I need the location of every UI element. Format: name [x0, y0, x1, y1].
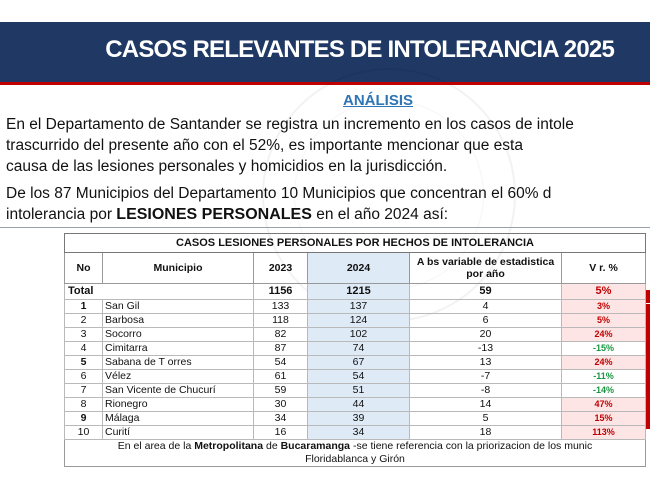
- value-2023: 59: [254, 384, 308, 398]
- value-2024: 67: [308, 356, 410, 370]
- value-2023: 118: [254, 314, 308, 328]
- paragraph-line: De los 87 Municipios del Departamento 10 Municipios que concentran el 60% d: [6, 185, 552, 202]
- row-number: 2: [65, 314, 103, 328]
- value-2023: 16: [254, 426, 308, 440]
- abs-variation: 4: [410, 300, 562, 314]
- rel-variation: 24%: [562, 328, 646, 342]
- value-2023: 61: [254, 370, 308, 384]
- col-header-2024: 2024: [308, 253, 410, 284]
- paragraph-line: [0, 204, 650, 225]
- municipio-cell: Cimitarra: [103, 342, 254, 356]
- footnote-text: -se tiene referencia con la priorizacion de los munic: [350, 440, 593, 452]
- abs-variation: -7: [410, 370, 562, 384]
- total-label: Total: [65, 284, 254, 300]
- paragraph-text: intolerancia por: [6, 206, 117, 223]
- total-abs: 59: [410, 284, 562, 300]
- row-number: 10: [65, 426, 103, 440]
- section-divider: [0, 227, 650, 228]
- top-band: [0, 0, 650, 22]
- rel-variation: 5%: [562, 314, 646, 328]
- edge-marker: [646, 290, 650, 303]
- footnote-text: En el area de la: [117, 440, 195, 452]
- table-row: [65, 356, 646, 370]
- table-row: [65, 328, 646, 342]
- row-number: 1: [65, 300, 103, 314]
- title-banner: [0, 22, 650, 82]
- col-header-abs-variation: A bs variable de estadistica por año: [410, 253, 562, 284]
- municipio-cell: Vélez: [103, 370, 254, 384]
- value-2024: 51: [308, 384, 410, 398]
- value-2023: 133: [254, 300, 308, 314]
- emphasis-text: LESIONES PERSONALES: [116, 206, 312, 223]
- paragraph-line: trascurrido del presente año con el 52%, es importante mencionar que esta: [6, 137, 523, 154]
- value-2023: 54: [254, 356, 308, 370]
- row-number: 6: [65, 370, 103, 384]
- value-2023: 82: [254, 328, 308, 342]
- value-2024: 124: [308, 314, 410, 328]
- table-row: [65, 398, 646, 412]
- table-row: [65, 426, 646, 440]
- table-row: [65, 412, 646, 426]
- value-2024: 34: [308, 426, 410, 440]
- col-header-rel-variation: V r. %: [562, 253, 646, 284]
- rel-variation: 3%: [562, 300, 646, 314]
- total-vr: 5%: [562, 284, 646, 300]
- col-header-2023: 2023: [254, 253, 308, 284]
- municipio-cell: Barbosa: [103, 314, 254, 328]
- total-2023: 1156: [254, 284, 308, 300]
- abs-variation: 13: [410, 356, 562, 370]
- rel-variation: 113%: [562, 426, 646, 440]
- injuries-table: [64, 233, 646, 467]
- row-number: 8: [65, 398, 103, 412]
- row-number: 3: [65, 328, 103, 342]
- abs-variation: 5: [410, 412, 562, 426]
- table-row: [65, 314, 646, 328]
- paragraph-line: causa de las lesiones personales y homicidios en la jurisdicción.: [6, 158, 448, 175]
- col-header-municipio: Municipio: [103, 253, 254, 284]
- table-row: [65, 370, 646, 384]
- municipio-cell: Curití: [103, 426, 254, 440]
- municipio-cell: Rionegro: [103, 398, 254, 412]
- municipio-cell: San Gil: [103, 300, 254, 314]
- footnote-bold: Metropolitana: [194, 440, 264, 452]
- table-row: [65, 300, 646, 314]
- table-footnote-row: [65, 440, 646, 467]
- abs-variation: 18: [410, 426, 562, 440]
- analysis-heading: ANÁLISIS: [343, 92, 414, 109]
- value-2024: 137: [308, 300, 410, 314]
- table-title: CASOS LESIONES PERSONALES POR HECHOS DE INTOLERANCIA: [65, 234, 646, 253]
- value-2024: 44: [308, 398, 410, 412]
- municipio-cell: Socorro: [103, 328, 254, 342]
- table-row: [65, 342, 646, 356]
- rel-variation: 47%: [562, 398, 646, 412]
- abs-variation: 6: [410, 314, 562, 328]
- table-header-row: [65, 253, 646, 284]
- municipio-cell: San Vicente de Chucurí: [103, 384, 254, 398]
- rel-variation: -11%: [562, 370, 646, 384]
- table-row: [65, 384, 646, 398]
- rel-variation: 15%: [562, 412, 646, 426]
- col-header-no: No: [65, 253, 103, 284]
- row-number: 7: [65, 384, 103, 398]
- row-number: 9: [65, 412, 103, 426]
- footnote-bold: Bucaramanga: [280, 440, 351, 452]
- paragraph-text: en el año 2024 así:: [311, 206, 449, 223]
- abs-variation: -13: [410, 342, 562, 356]
- paragraph-line: En el Departamento de Santander se registra un incremento en los casos de intole: [6, 116, 574, 133]
- value-2024: 54: [308, 370, 410, 384]
- edge-marker: [646, 304, 650, 429]
- rel-variation: -14%: [562, 384, 646, 398]
- abs-variation: 14: [410, 398, 562, 412]
- page-title: CASOS RELEVANTES DE INTOLERANCIA 2025: [105, 36, 614, 63]
- value-2024: 74: [308, 342, 410, 356]
- footnote-text: Floridablanca y Girón: [305, 453, 405, 465]
- total-row: [65, 284, 646, 300]
- municipio-cell: Sabana de T orres: [103, 356, 254, 370]
- analysis-paragraph-2: [0, 183, 650, 225]
- total-2024: 1215: [308, 284, 410, 300]
- value-2023: 34: [254, 412, 308, 426]
- rel-variation: 24%: [562, 356, 646, 370]
- analysis-paragraph-1: [0, 114, 650, 177]
- rel-variation: -15%: [562, 342, 646, 356]
- abs-variation: -8: [410, 384, 562, 398]
- abs-variation: 20: [410, 328, 562, 342]
- row-number: 4: [65, 342, 103, 356]
- value-2024: 39: [308, 412, 410, 426]
- row-number: 5: [65, 356, 103, 370]
- municipio-cell: Málaga: [103, 412, 254, 426]
- table-footnote: [65, 440, 646, 467]
- value-2023: 87: [254, 342, 308, 356]
- value-2024: 102: [308, 328, 410, 342]
- value-2023: 30: [254, 398, 308, 412]
- footnote-text: de: [263, 440, 281, 452]
